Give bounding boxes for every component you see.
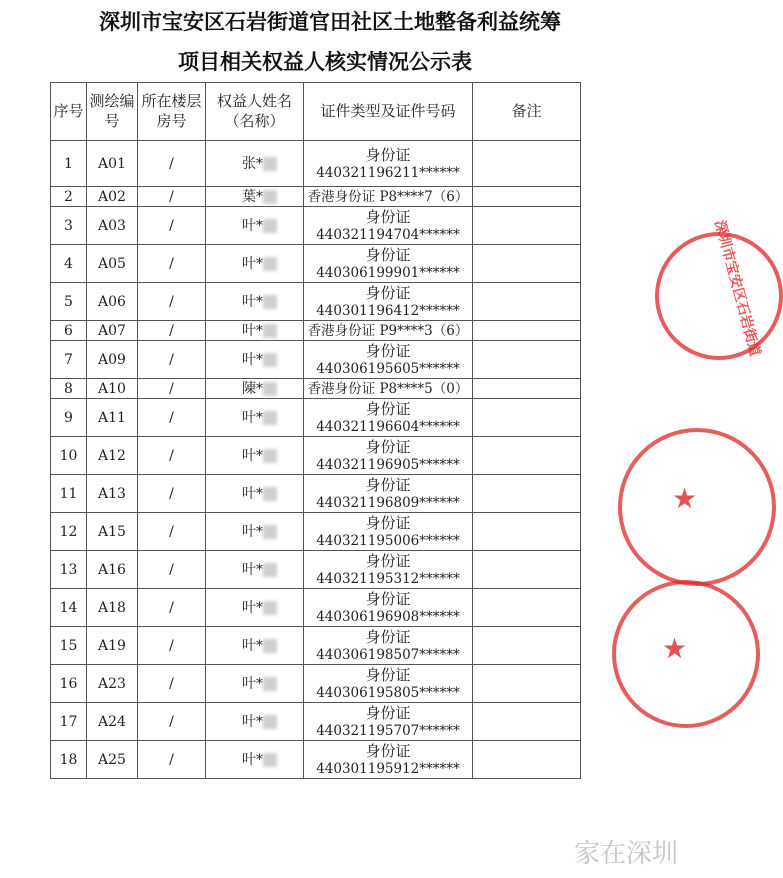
id-number: 440321196905****** xyxy=(316,456,460,473)
cell-id xyxy=(304,207,473,245)
cell-floor: / xyxy=(138,703,206,741)
privacy-mask xyxy=(263,411,277,425)
table-row xyxy=(51,245,581,283)
id-number: 440306195805****** xyxy=(316,684,460,701)
cell-name xyxy=(206,589,304,627)
table-row xyxy=(51,589,581,627)
privacy-mask xyxy=(263,219,277,233)
cell-code: A18 xyxy=(87,589,138,627)
name-text: 叶* xyxy=(242,409,263,426)
name-text: 叶* xyxy=(242,713,263,730)
cell-note xyxy=(473,589,581,627)
cell-floor: / xyxy=(138,475,206,513)
id-type: 身份证 xyxy=(365,145,411,164)
header-note: 备注 xyxy=(473,83,581,141)
name-text: 叶* xyxy=(242,485,263,502)
cell-name xyxy=(206,187,304,207)
cell-note xyxy=(473,513,581,551)
table-row xyxy=(51,437,581,475)
privacy-mask xyxy=(263,487,277,501)
cell-id xyxy=(304,187,473,207)
privacy-mask xyxy=(263,449,277,463)
cell-floor: / xyxy=(138,551,206,589)
cell-seq: 17 xyxy=(51,703,87,741)
id-number: 440321196809****** xyxy=(316,494,460,511)
name-text: 叶* xyxy=(242,351,263,368)
cell-note xyxy=(473,437,581,475)
cell-code: A01 xyxy=(87,141,138,187)
cell-floor: / xyxy=(138,245,206,283)
id-number: 440301196412****** xyxy=(316,302,460,319)
cell-seq: 16 xyxy=(51,665,87,703)
cell-code: A15 xyxy=(87,513,138,551)
table-row xyxy=(51,741,581,779)
cell-id xyxy=(304,741,473,779)
name-text: 叶* xyxy=(242,561,263,578)
table-row xyxy=(51,551,581,589)
name-text: 张* xyxy=(242,155,263,172)
cell-seq: 13 xyxy=(51,551,87,589)
cell-name xyxy=(206,379,304,399)
cell-code: A23 xyxy=(87,665,138,703)
cell-seq: 5 xyxy=(51,283,87,321)
id-type: 身份证 xyxy=(365,703,411,722)
name-text: 陳* xyxy=(242,380,263,397)
header-name: 权益人姓名（名称） xyxy=(206,83,304,141)
table-row xyxy=(51,283,581,321)
privacy-mask xyxy=(263,295,277,309)
header-seq: 序号 xyxy=(51,83,87,141)
cell-id xyxy=(304,703,473,741)
privacy-mask xyxy=(263,382,277,396)
name-text: 叶* xyxy=(242,637,263,654)
cell-name xyxy=(206,283,304,321)
cell-floor: / xyxy=(138,399,206,437)
cell-name xyxy=(206,475,304,513)
privacy-mask xyxy=(263,257,277,271)
id-type: 身份证 xyxy=(365,207,411,226)
cell-note xyxy=(473,187,581,207)
id-number: 香港身份证 P8****7（6） xyxy=(307,188,469,205)
cell-code: A19 xyxy=(87,627,138,665)
header-floor: 所在楼层房号 xyxy=(138,83,206,141)
table-row xyxy=(51,627,581,665)
cell-name xyxy=(206,341,304,379)
cell-id xyxy=(304,665,473,703)
cell-name xyxy=(206,399,304,437)
id-type: 身份证 xyxy=(365,551,411,570)
cell-code: A12 xyxy=(87,437,138,475)
cell-note xyxy=(473,341,581,379)
name-text: 叶* xyxy=(242,599,263,616)
seal-star-icon-2: ★ xyxy=(662,632,688,665)
table-row xyxy=(51,187,581,207)
cell-note xyxy=(473,665,581,703)
cell-id xyxy=(304,283,473,321)
privacy-mask xyxy=(263,677,277,691)
cell-seq: 2 xyxy=(51,187,87,207)
id-number: 440321195312****** xyxy=(316,570,460,587)
privacy-mask xyxy=(263,715,277,729)
cell-floor: / xyxy=(138,741,206,779)
cell-seq: 11 xyxy=(51,475,87,513)
name-text: 葉* xyxy=(242,188,263,205)
header-code: 测绘编号 xyxy=(87,83,138,141)
header-id: 证件类型及证件号码 xyxy=(304,83,473,141)
seal-text-top: 深圳市宝安区石岩街道 xyxy=(711,218,763,358)
table-row xyxy=(51,141,581,187)
privacy-mask xyxy=(263,753,277,767)
cell-note xyxy=(473,283,581,321)
document-title-line1: 深圳市宝安区石岩街道官田社区土地整备利益统筹 xyxy=(99,10,561,34)
cell-code: A10 xyxy=(87,379,138,399)
id-type: 身份证 xyxy=(365,399,411,418)
rights-holder-table xyxy=(50,82,581,779)
cell-floor: / xyxy=(138,321,206,341)
cell-id xyxy=(304,341,473,379)
cell-floor: / xyxy=(138,187,206,207)
privacy-mask xyxy=(263,190,277,204)
id-number: 440306196908****** xyxy=(316,608,460,625)
id-type: 身份证 xyxy=(365,283,411,302)
cell-floor: / xyxy=(138,207,206,245)
cell-code: A02 xyxy=(87,187,138,207)
cell-seq: 7 xyxy=(51,341,87,379)
cell-note xyxy=(473,399,581,437)
cell-id xyxy=(304,399,473,437)
cell-id xyxy=(304,551,473,589)
id-type: 身份证 xyxy=(365,475,411,494)
id-number: 440301195912****** xyxy=(316,760,460,777)
name-text: 叶* xyxy=(242,523,263,540)
cell-note xyxy=(473,245,581,283)
cell-id xyxy=(304,627,473,665)
name-text: 叶* xyxy=(242,255,263,272)
id-type: 身份证 xyxy=(365,341,411,360)
table-row xyxy=(51,513,581,551)
cell-floor: / xyxy=(138,283,206,321)
id-type: 身份证 xyxy=(365,627,411,646)
id-number: 香港身份证 P9****3（6） xyxy=(307,322,469,339)
cell-name xyxy=(206,627,304,665)
cell-id xyxy=(304,589,473,627)
cell-code: A16 xyxy=(87,551,138,589)
id-number: 440306198507****** xyxy=(316,646,460,663)
table-row xyxy=(51,321,581,341)
id-type: 身份证 xyxy=(365,741,411,760)
cell-seq: 10 xyxy=(51,437,87,475)
cell-name xyxy=(206,207,304,245)
privacy-mask xyxy=(263,157,277,171)
cell-name xyxy=(206,321,304,341)
table-row xyxy=(51,341,581,379)
id-number: 440321196211****** xyxy=(316,164,460,181)
cell-id xyxy=(304,437,473,475)
cell-name xyxy=(206,665,304,703)
cell-code: A13 xyxy=(87,475,138,513)
cell-note xyxy=(473,207,581,245)
cell-name xyxy=(206,551,304,589)
cell-code: A03 xyxy=(87,207,138,245)
cell-id xyxy=(304,245,473,283)
cell-floor: / xyxy=(138,665,206,703)
id-type: 身份证 xyxy=(365,513,411,532)
cell-name xyxy=(206,437,304,475)
cell-seq: 6 xyxy=(51,321,87,341)
name-text: 叶* xyxy=(242,447,263,464)
cell-code: A07 xyxy=(87,321,138,341)
id-number: 440321196604****** xyxy=(316,418,460,435)
cell-note xyxy=(473,141,581,187)
cell-seq: 4 xyxy=(51,245,87,283)
watermark-logo: 家在深圳 xyxy=(573,839,678,869)
cell-note xyxy=(473,627,581,665)
seal-star-icon: ★ xyxy=(672,482,698,515)
cell-seq: 14 xyxy=(51,589,87,627)
cell-code: A09 xyxy=(87,341,138,379)
cell-floor: / xyxy=(138,513,206,551)
privacy-mask xyxy=(263,563,277,577)
cell-name xyxy=(206,513,304,551)
privacy-mask xyxy=(263,639,277,653)
id-number: 440306199901****** xyxy=(316,264,460,281)
id-type: 身份证 xyxy=(365,437,411,456)
cell-floor: / xyxy=(138,379,206,399)
table-row xyxy=(51,475,581,513)
name-text: 叶* xyxy=(242,217,263,234)
cell-floor: / xyxy=(138,627,206,665)
name-text: 叶* xyxy=(242,322,263,339)
cell-floor: / xyxy=(138,437,206,475)
table-row xyxy=(51,399,581,437)
cell-note xyxy=(473,379,581,399)
cell-floor: / xyxy=(138,141,206,187)
id-type: 身份证 xyxy=(365,589,411,608)
table-row xyxy=(51,379,581,399)
cell-name xyxy=(206,245,304,283)
cell-name xyxy=(206,141,304,187)
cell-name xyxy=(206,741,304,779)
privacy-mask xyxy=(263,324,277,338)
cell-id xyxy=(304,141,473,187)
table-row xyxy=(51,703,581,741)
id-type: 身份证 xyxy=(365,245,411,264)
cell-note xyxy=(473,321,581,341)
cell-code: A06 xyxy=(87,283,138,321)
cell-seq: 15 xyxy=(51,627,87,665)
cell-seq: 12 xyxy=(51,513,87,551)
id-type: 身份证 xyxy=(365,665,411,684)
name-text: 叶* xyxy=(242,675,263,692)
cell-note xyxy=(473,741,581,779)
name-text: 叶* xyxy=(242,293,263,310)
cell-id xyxy=(304,321,473,341)
cell-floor: / xyxy=(138,589,206,627)
table-row xyxy=(51,665,581,703)
cell-id xyxy=(304,513,473,551)
cell-name xyxy=(206,703,304,741)
cell-note xyxy=(473,475,581,513)
cell-code: A25 xyxy=(87,741,138,779)
cell-note xyxy=(473,703,581,741)
cell-code: A05 xyxy=(87,245,138,283)
cell-code: A11 xyxy=(87,399,138,437)
table-row xyxy=(51,207,581,245)
cell-seq: 9 xyxy=(51,399,87,437)
cell-id xyxy=(304,475,473,513)
privacy-mask xyxy=(263,525,277,539)
cell-id xyxy=(304,379,473,399)
privacy-mask xyxy=(263,353,277,367)
id-number: 440321195006****** xyxy=(316,532,460,549)
privacy-mask xyxy=(263,601,277,615)
cell-seq: 1 xyxy=(51,141,87,187)
id-number: 香港身份证 P8****5（0） xyxy=(307,380,469,397)
cell-code: A24 xyxy=(87,703,138,741)
cell-floor: / xyxy=(138,341,206,379)
cell-note xyxy=(473,551,581,589)
cell-seq: 18 xyxy=(51,741,87,779)
id-number: 440321194704****** xyxy=(316,226,460,243)
document-title-line2: 项目相关权益人核实情况公示表 xyxy=(178,50,472,74)
id-number: 440321195707****** xyxy=(316,722,460,739)
name-text: 叶* xyxy=(242,751,263,768)
id-number: 440306195605****** xyxy=(316,360,460,377)
cell-seq: 3 xyxy=(51,207,87,245)
cell-seq: 8 xyxy=(51,379,87,399)
